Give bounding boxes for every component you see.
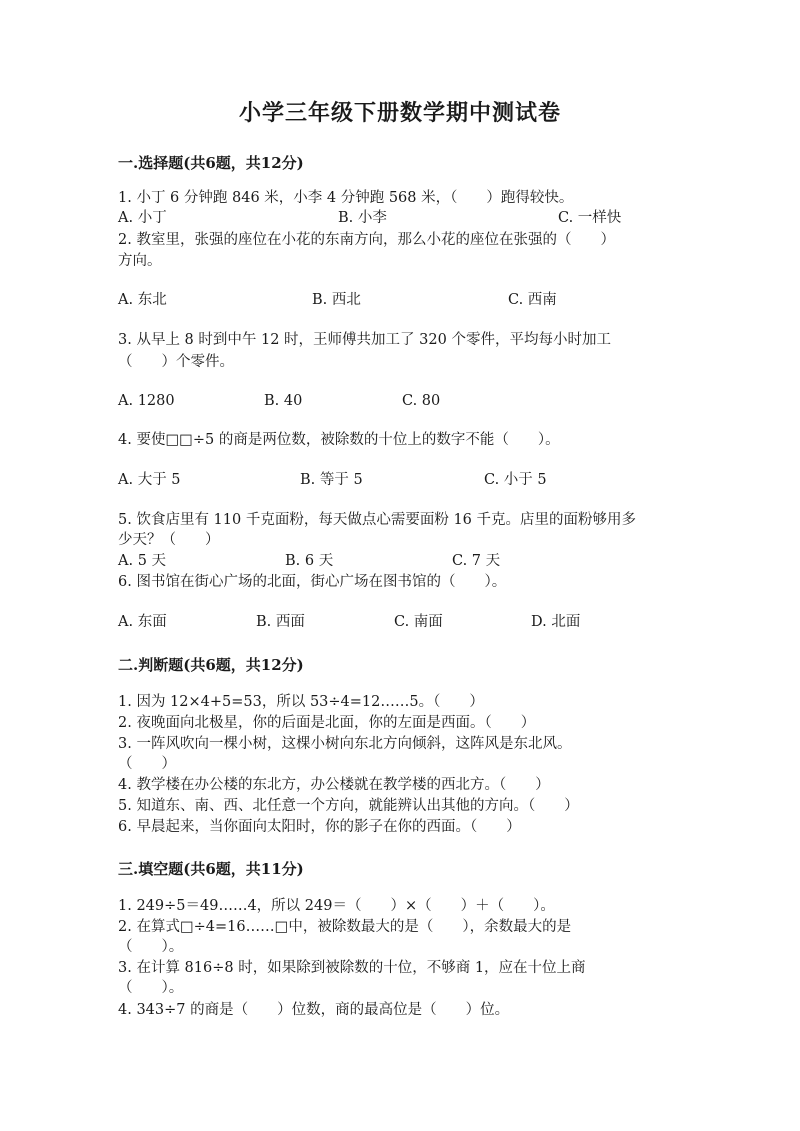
question-text: 2. 教室里，张强的座位在小花的东南方向，那么小花的座位在张强的（ ）: [118, 232, 615, 248]
option-b: B. 40: [264, 393, 303, 409]
question-text: （ ）。: [118, 980, 184, 996]
question-text: 1. 249÷5＝49……4，所以 249＝（ ）×（ ）＋（ ）。: [118, 898, 555, 914]
option-d: D. 北面: [531, 614, 581, 630]
option-b: B. 6 天: [285, 553, 334, 569]
question-text: 1. 小丁 6 分钟跑 846 米，小李 4 分钟跑 568 米，（ ）跑得较快。: [118, 190, 574, 206]
question-text: （ ）个零件。: [118, 354, 234, 370]
question-text: 2. 在算式□÷4=16……□中，被除数最大的是（ ），余数最大的是: [118, 919, 572, 935]
question-text: 2. 夜晚面向北极星，你的后面是北面，你的左面是西面。（ ）: [118, 715, 536, 731]
question-text: （ ）: [118, 756, 176, 772]
question-text: 5. 知道东、南、西、北任意一个方向，就能辨认出其他的方向。（ ）: [118, 798, 579, 814]
question-text: 3. 在计算 816÷8 时，如果除到被除数的十位，不够商 1，应在十位上商: [118, 960, 586, 976]
page-title: 小学三年级下册数学期中测试卷: [238, 100, 561, 126]
question-text: 方向。: [118, 253, 162, 269]
section-heading-fill-blank: 三.填空题(共6题，共11分): [118, 860, 304, 878]
option-b: B. 等于 5: [300, 472, 363, 488]
option-c: C. 7 天: [452, 553, 501, 569]
question-text: 3. 一阵风吹向一棵小树，这棵小树向东北方向倾斜，这阵风是东北风。: [118, 736, 572, 752]
option-c: C. 80: [402, 393, 441, 409]
option-b: B. 西北: [312, 292, 361, 308]
option-c: C. 小于 5: [484, 472, 547, 488]
question-text: （ ）。: [118, 939, 184, 955]
question-text: 3. 从早上 8 时到中午 12 时，王师傅共加工了 320 个零件，平均每小时加工: [118, 332, 611, 348]
option-a: A. 大于 5: [118, 472, 181, 488]
section-heading-choice: 一.选择题(共6题，共12分): [118, 154, 304, 172]
option-a: A. 东北: [118, 292, 167, 308]
option-b: B. 西面: [256, 614, 305, 630]
option-a: A. 小丁: [118, 210, 167, 226]
question-text: 4. 要使□□÷5 的商是两位数，被除数的十位上的数字不能（ ）。: [118, 432, 560, 448]
option-c: C. 南面: [394, 614, 443, 630]
question-text: 少天？（ ）: [118, 532, 220, 548]
question-text: 4. 343÷7 的商是（ ）位数，商的最高位是（ ）位。: [118, 1002, 510, 1018]
question-text: 1. 因为 12×4+5=53，所以 53÷4=12……5。（ ）: [118, 694, 484, 710]
section-heading-judgement: 二.判断题(共6题，共12分): [118, 656, 304, 674]
option-a: A. 1280: [118, 393, 175, 409]
option-c: C. 西南: [508, 292, 557, 308]
option-b: B. 小李: [338, 210, 387, 226]
option-a: A. 东面: [118, 614, 167, 630]
question-text: 6. 早晨起来，当你面向太阳时，你的影子在你的西面。（ ）: [118, 819, 521, 835]
option-c: C. 一样快: [558, 210, 622, 226]
question-text: 6. 图书馆在街心广场的北面，街心广场在图书馆的（ ）。: [118, 574, 507, 590]
question-text: 5. 饮食店里有 110 千克面粉，每天做点心需要面粉 16 千克。店里的面粉够用多: [118, 512, 637, 528]
question-text: 4. 教学楼在办公楼的东北方，办公楼就在教学楼的西北方。（ ）: [118, 777, 550, 793]
option-a: A. 5 天: [118, 553, 167, 569]
